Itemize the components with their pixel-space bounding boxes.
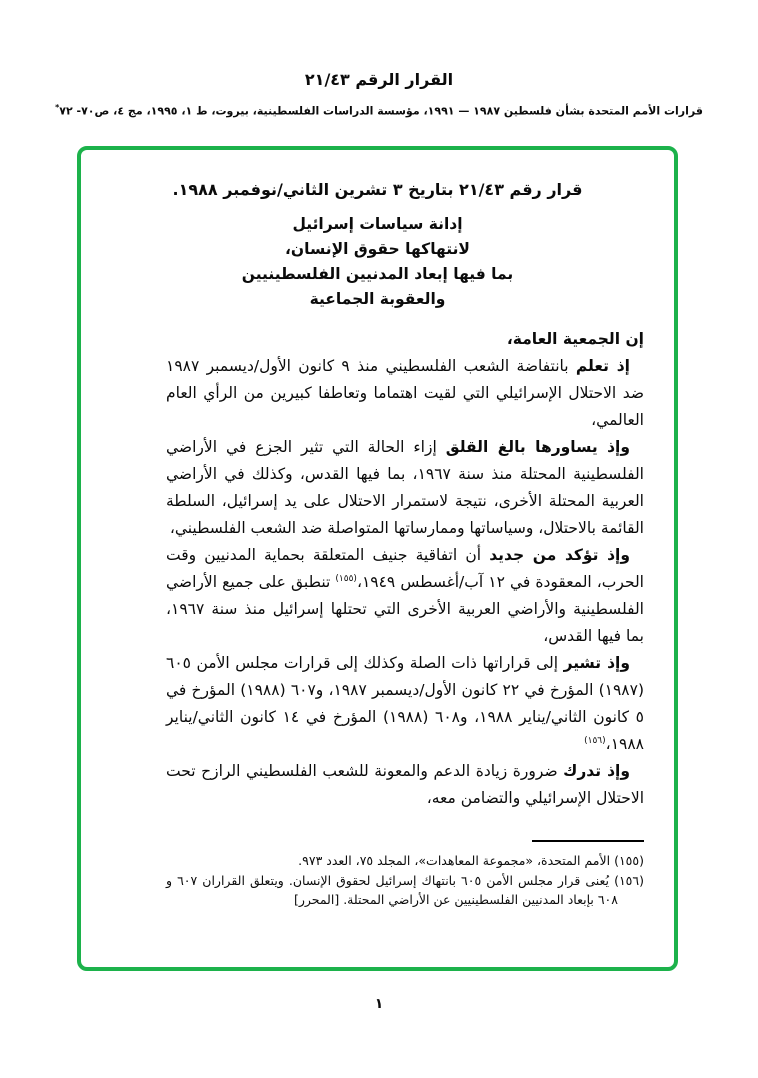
preamble-paragraph — [166, 542, 644, 650]
preamble-intro: إن الجمعية العامة، — [506, 330, 644, 348]
resolution-title-line: بما فيها إبعاد المدنيين الفلسطينيين — [241, 265, 514, 283]
paragraph-text: ضرورة زيادة الدعم والمعونة للشعب الفلسطيني الرازح تحت الاحتلال الإسرائيلي والتضامن معه، — [166, 762, 644, 807]
footnote-item — [166, 851, 644, 871]
preamble-paragraph — [166, 650, 644, 758]
paragraph-lead: وإذ يساورها بالغ القلق — [445, 438, 630, 456]
paragraph-lead: وإذ تدرك — [563, 762, 630, 780]
paragraph-lead: وإذ تؤكد من جديد — [489, 546, 630, 564]
paragraph-text: أن اتفاقية جنيف المتعلقة بحماية المدنيين وقت الحرب، المعقودة في ١٢ آب/أغسطس ١٩٤٩، — [166, 546, 644, 591]
footnote-text: الأمم المتحدة، «مجموعة المعاهدات»، المجلد ٧٥، العدد ٩٧٣. — [298, 853, 615, 868]
paragraph-lead: وإذ تشير — [563, 654, 630, 672]
footnote-item — [166, 871, 644, 910]
page-title: القرار الرقم ٢١/٤٣ — [304, 70, 454, 89]
resolution-heading: قرار رقم ٢١/٤٣ بتاريخ ٣ تشرين الثاني/نوفمبر ١٩٨٨. — [172, 180, 583, 199]
resolution-frame — [77, 146, 678, 971]
source-citation-text: قرارات الأمم المتحدة بشأن فلسطين ١٩٨٧ — ١٩٩١، مؤسسة الدراسات الفلسطينية، بيروت، ط ١، ١٩٩٥، مج ٤، ص٧٠- ٧٢ — [59, 104, 703, 118]
preamble-paragraph — [166, 758, 644, 812]
source-note-mark: * — [55, 103, 60, 112]
page-number: ١ — [374, 996, 384, 1012]
footnote-text: يُعنى قرار مجلس الأمن ٦٠٥ بانتهاك إسرائيل لحقوق الإنسان. ويتعلق القراران ٦٠٧ و ٦٠٨ بإبعاد المدنيين الفلسطينيين عن الأراضي المحتلة. [المحرر] — [166, 872, 618, 907]
footnote-separator — [532, 840, 644, 842]
footnote-marker: (١٥٦) — [614, 872, 645, 888]
resolution-body — [166, 326, 644, 812]
paragraph-text: بانتفاضة الشعب الفلسطيني منذ ٩ كانون الأول/ديسمبر ١٩٨٧ ضد الاحتلال الإسرائيلي التي لقيت اهتماما وتعاطفا كبيرين من الرأي العام العالمي، — [166, 357, 644, 429]
paragraph-text: إلى قراراتها ذات الصلة وكذلك إلى قرارات مجلس الأمن ٦٠٥ (١٩٨٧) المؤرخ في ٢٢ كانون الأول/ديسمبر ١٩٨٧، و٦٠٧ (١٩٨٨) المؤرخ في ٥ كانون الثاني/يناير ١٩٨٨، و٦٠٨ (١٩٨٨) المؤرخ في ١٤ كانون الثاني/يناير ١٩٨٨، — [166, 654, 644, 753]
paragraph-lead: إذ تعلم — [575, 357, 630, 375]
footnotes-block — [166, 840, 644, 910]
paragraph-text: إزاء الحالة التي تثير الجزع في الأراضي الفلسطينية المحتلة منذ سنة ١٩٦٧، بما فيها القدس، وكذلك في الأراضي العربية المحتلة الأخرى، نتيجة لاستمرار الاحتلال على يد إسرائيل، السلطة القائمة بالاحتلال، وسياساتها وممارساتها المتواصلة ضد الشعب الفلسطيني، — [166, 438, 644, 537]
preamble-paragraph — [166, 353, 644, 434]
source-citation — [0, 103, 758, 118]
preamble-paragraph — [166, 434, 644, 542]
resolution-title-block — [81, 212, 674, 312]
paragraph-text-continued: تنطبق على جميع الأراضي الفلسطينية والأراضي العربية الأخرى التي تحتلها إسرائيل منذ سنة ١٩٦٧، بما فيها القدس، — [166, 573, 644, 645]
footnote-ref: (١٥٦) — [584, 735, 606, 746]
resolution-title-line: إدانة سياسات إسرائيل — [292, 215, 463, 233]
footnote-ref: (١٥٥) — [335, 573, 357, 584]
footnote-marker: (١٥٥) — [614, 853, 644, 868]
resolution-title-line: لانتهاكها حقوق الإنسان، — [285, 240, 470, 258]
resolution-title-line: والعقوبة الجماعية — [309, 290, 446, 308]
